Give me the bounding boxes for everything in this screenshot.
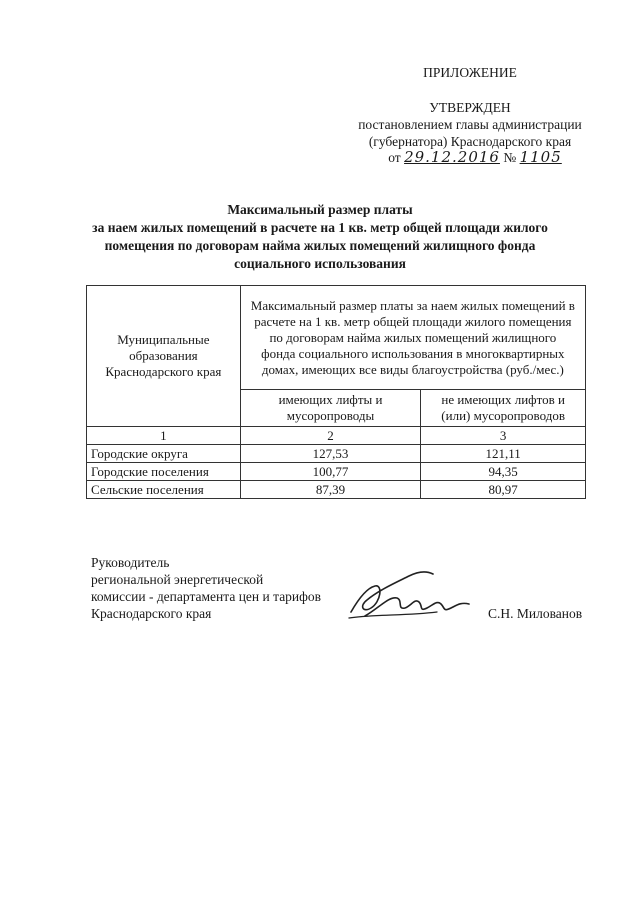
number-prefix: №	[503, 150, 517, 165]
approved-by-line2: (губернатора) Краснодарского края	[368, 134, 572, 149]
rate-with-lifts: 127,53	[240, 445, 421, 463]
group-header: Максимальный размер платы за наем жилых помещений в расчете на 1 кв. метр общей площади жилого помещения по договорам найма жилых помещений жилищного фонда социального использования в многоквартирных домах, имеющих все виды благоустройства (руб./мес.)	[240, 286, 585, 390]
table-row	[87, 481, 586, 499]
table-row	[87, 463, 586, 481]
approval-date-line	[345, 149, 605, 166]
signatory-line-3: комиссии - департамента цен и тарифов	[91, 589, 322, 604]
handwritten-signature	[345, 568, 475, 628]
approved-label: УТВЕРЖДЕН	[429, 100, 511, 115]
approved-by-line1: постановлением главы администрации	[358, 117, 582, 132]
rate-without-lifts: 80,97	[421, 481, 586, 499]
rate-with-lifts: 100,77	[240, 463, 421, 481]
rate-without-lifts: 121,11	[421, 445, 586, 463]
signatory-line-1: Руководитель	[91, 555, 170, 570]
municipality-name: Городские поселения	[87, 463, 241, 481]
title-line-2: за наем жилых помещений в расчете на 1 кв. метр общей площади жилого	[92, 220, 548, 235]
table-header-row	[87, 286, 586, 390]
col3-header: не имеющих лифтов и (или) мусоропроводов	[421, 390, 586, 427]
title-line-3: помещения по договорам найма жилых помещений жилищного фонда	[104, 238, 536, 253]
rent-rates-table	[86, 285, 586, 499]
signatory-name: С.Н. Милованов	[488, 606, 583, 621]
date-prefix: от	[388, 150, 401, 165]
approval-number: 1105	[519, 148, 562, 166]
col2-header: имеющих лифты и мусоропроводы	[240, 390, 421, 427]
document-title	[60, 201, 580, 273]
signatory-line-2: региональной энергетической	[91, 572, 264, 587]
municipality-name: Городские округа	[87, 445, 241, 463]
title-line-1: Максимальный размер платы	[227, 202, 413, 217]
col-number: 3	[421, 427, 586, 445]
col1-header: Муниципальные образования Краснодарского края	[87, 286, 241, 427]
signatory-position	[91, 554, 321, 622]
col-number: 2	[240, 427, 421, 445]
table-row	[87, 445, 586, 463]
appendix-label: ПРИЛОЖЕНИЕ	[423, 65, 517, 80]
municipality-name: Сельские поселения	[87, 481, 241, 499]
rate-with-lifts: 87,39	[240, 481, 421, 499]
column-numbers-row	[87, 427, 586, 445]
signatory-line-4: Краснодарского края	[91, 606, 212, 621]
col-number: 1	[87, 427, 241, 445]
rate-without-lifts: 94,35	[421, 463, 586, 481]
title-line-4: социального использования	[234, 256, 406, 271]
approval-date: 29.12.2016	[404, 148, 500, 166]
